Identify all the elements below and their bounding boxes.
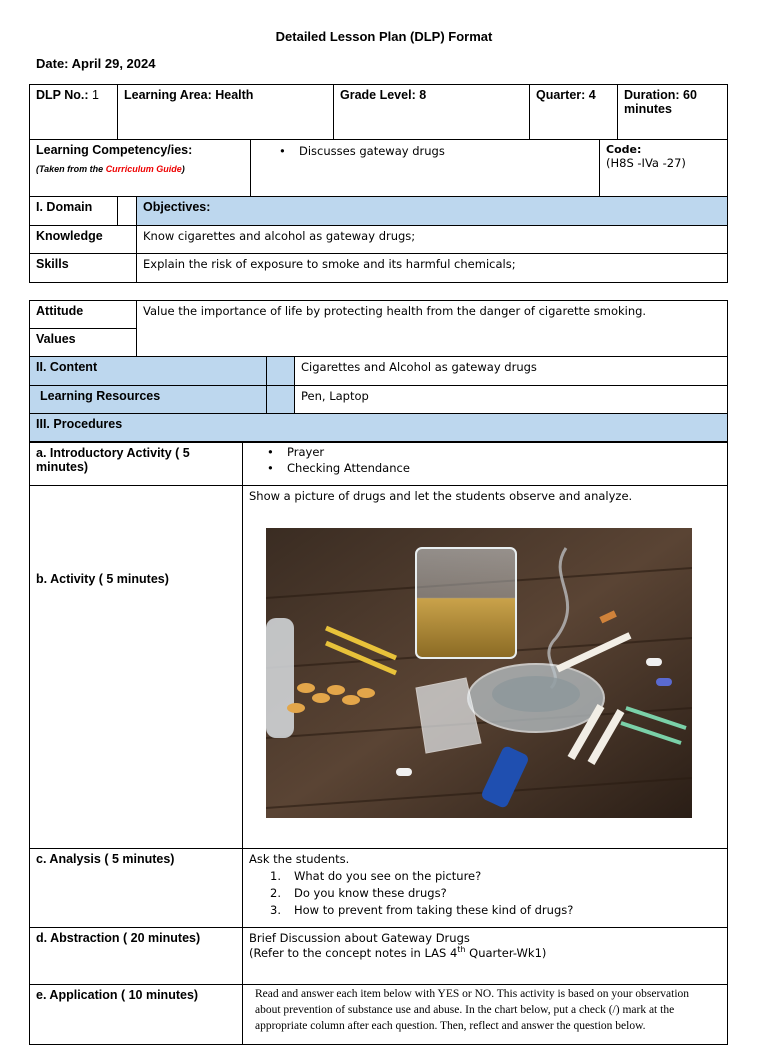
knowledge-label: Knowledge	[30, 226, 137, 254]
application-text: Read and answer each item below with YES or NO. This activity is based on your observation about prevention of substance use and abuse. In the chart below, put a check (/) mark at the appropriate column after each question. Then, reflect and answer the question below.	[255, 988, 690, 1032]
domain-spacer	[118, 197, 137, 226]
intro-item: • Checking Attendance	[265, 460, 721, 476]
resources-spacer	[267, 386, 295, 414]
drugs-photo	[266, 528, 692, 818]
competency-table	[29, 139, 728, 197]
analysis-question-text: What do you see on the picture?	[294, 869, 482, 883]
abstraction-ref-end: Quarter-Wk1)	[465, 945, 547, 960]
analysis-cell	[243, 849, 728, 928]
attitude-content-table	[29, 300, 728, 442]
content-spacer	[267, 357, 295, 386]
values-label: Values	[30, 329, 137, 357]
document-title: Detailed Lesson Plan (DLP) Format	[275, 29, 493, 44]
skills-label: Skills	[30, 254, 137, 283]
content-text: Cigarettes and Alcohol as gateway drugs	[295, 357, 728, 386]
grade-level: Grade Level: 8	[334, 85, 530, 140]
dlp-label: DLP No.:	[36, 88, 89, 102]
resources-text: Pen, Laptop	[295, 386, 728, 414]
resources-label: Learning Resources	[30, 386, 267, 414]
analysis-question-text: How to prevent from taking these kind of drugs?	[294, 903, 574, 917]
code-value: (H8S -IVa -27)	[606, 156, 686, 170]
lesson-date: Date: April 29, 2024	[36, 56, 156, 71]
skills-text: Explain the risk of exposure to smoke and its harmful chemicals;	[137, 254, 728, 283]
note-prefix: (Taken from the	[36, 164, 106, 174]
learning-area: Learning Area: Health	[118, 85, 334, 140]
quarter: Quarter: 4	[530, 85, 618, 140]
duration: Duration: 60 minutes	[618, 85, 728, 140]
info-table	[29, 84, 728, 140]
analysis-intro: Ask the students.	[249, 852, 350, 866]
dlp-value: 1	[92, 88, 99, 102]
analysis-question	[270, 902, 721, 919]
abstraction-cell	[243, 928, 728, 985]
code-cell	[600, 140, 728, 197]
abstraction-sup: th	[457, 945, 466, 954]
analysis-number: 3.	[270, 903, 281, 917]
content-label: II. Content	[30, 357, 267, 386]
analysis-question	[270, 885, 721, 902]
competency-label: Learning Competency/ies:	[36, 143, 193, 157]
procedures-label: III. Procedures	[30, 414, 728, 442]
analysis-number: 1.	[270, 869, 281, 883]
curriculum-guide-link[interactable]: Curriculum Guide	[105, 164, 182, 174]
attitude-label: Attitude	[30, 301, 137, 329]
application-label: e. Application ( 10 minutes)	[30, 985, 243, 1045]
attitude-text: Value the importance of life by protecting health from the danger of cigarette smoking.	[137, 301, 728, 357]
competency-note	[36, 164, 244, 174]
note-suffix: )	[181, 164, 185, 174]
abstraction-line2	[249, 945, 721, 960]
application-cell	[243, 985, 728, 1045]
competency-item-cell	[251, 140, 600, 197]
abstraction-label: d. Abstraction ( 20 minutes)	[30, 928, 243, 985]
competency-label-cell	[30, 140, 251, 197]
domain-label: I. Domain	[30, 197, 118, 226]
abstraction-ref: (Refer to the concept notes in LAS 4	[249, 945, 458, 960]
intro-label: a. Introductory Activity ( 5 minutes)	[30, 443, 243, 486]
competency-item: • Discusses gateway drugs	[277, 143, 593, 159]
activity-label: b. Activity ( 5 minutes)	[30, 486, 243, 849]
intro-item: • Prayer	[265, 444, 721, 460]
intro-cell	[243, 443, 728, 486]
abstraction-line1: Brief Discussion about Gateway Drugs	[249, 931, 470, 945]
analysis-question	[270, 868, 721, 885]
objectives-label: Objectives:	[137, 197, 728, 226]
knowledge-text: Know cigarettes and alcohol as gateway drugs;	[137, 226, 728, 254]
code-label: Code:	[606, 143, 642, 156]
analysis-number: 2.	[270, 886, 281, 900]
dlp-number-cell	[30, 85, 118, 140]
domain-table	[29, 196, 728, 283]
analysis-question-text: Do you know these drugs?	[294, 886, 447, 900]
analysis-label: c. Analysis ( 5 minutes)	[30, 849, 243, 928]
activity-text: Show a picture of drugs and let the students observe and analyze.	[249, 489, 633, 503]
